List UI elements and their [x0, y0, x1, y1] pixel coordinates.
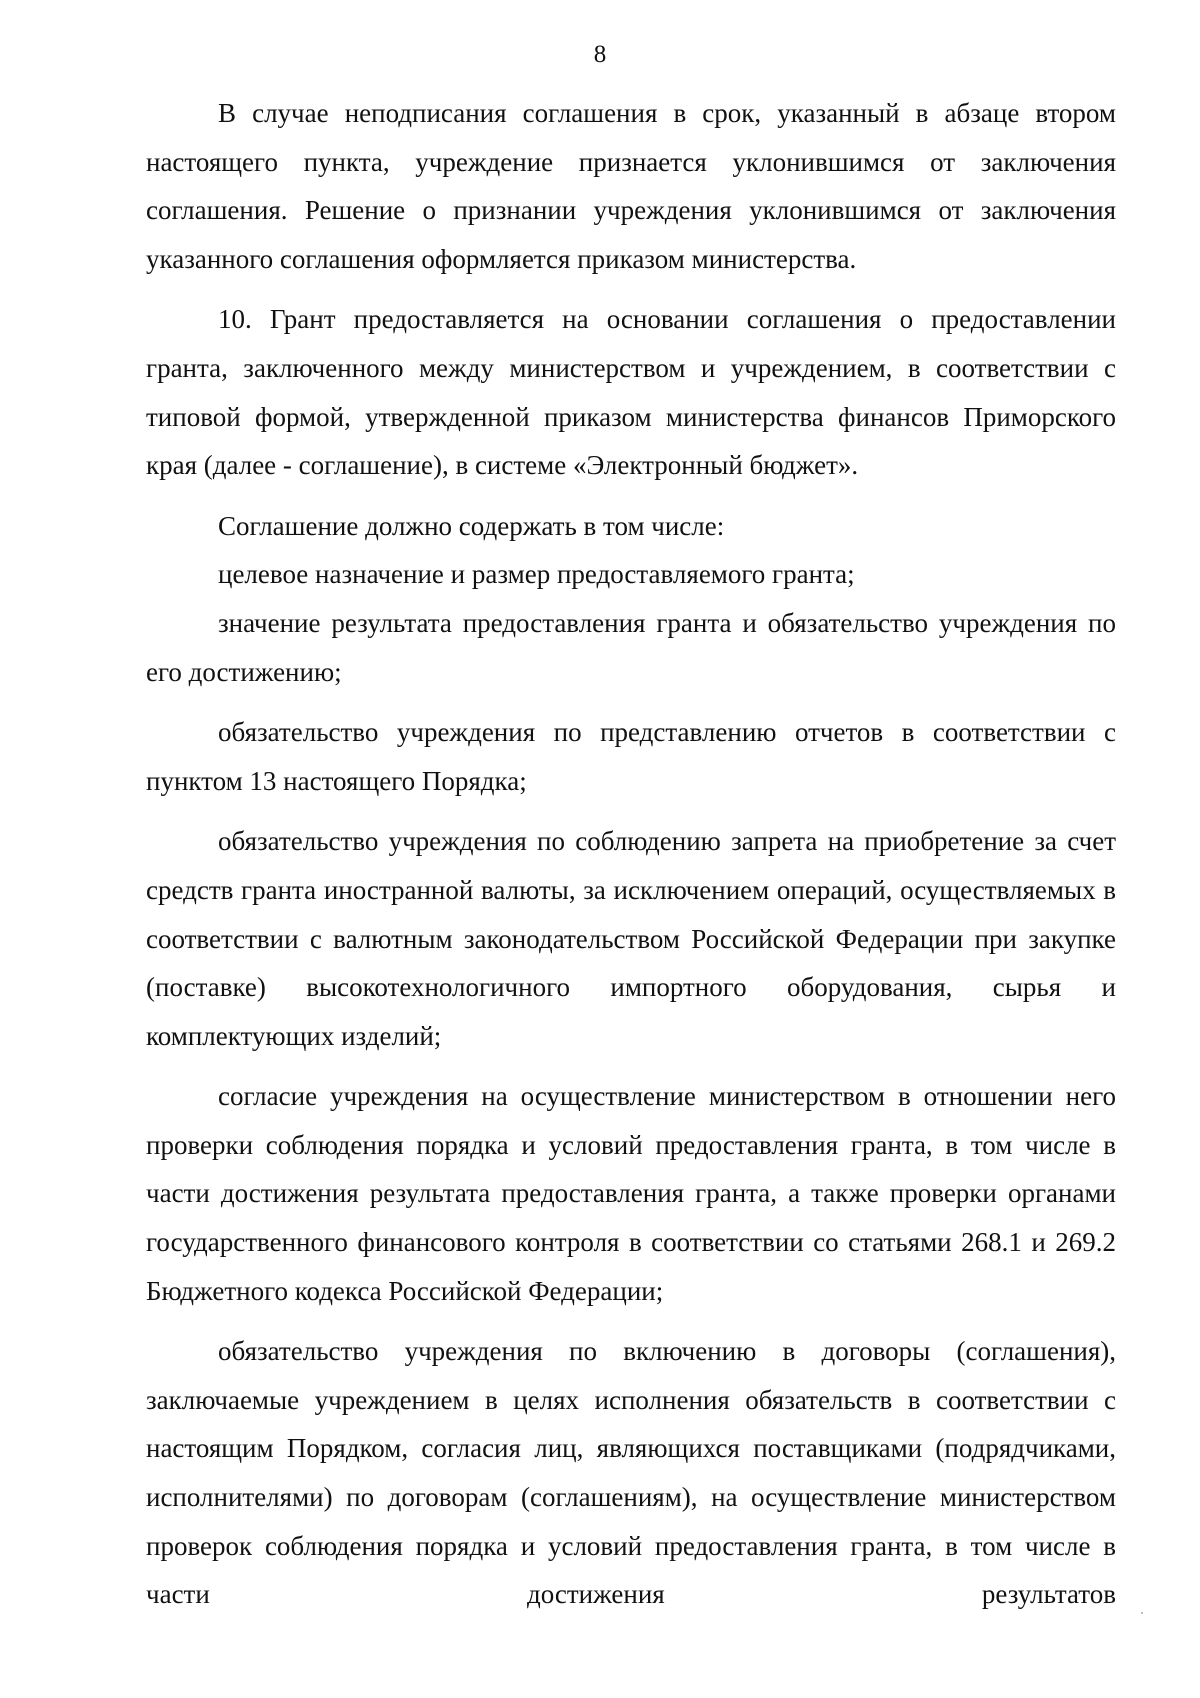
paragraph-agreement-contents: Соглашение должно содержать в том числе: [218, 510, 725, 541]
paragraph-reporting-obligation: обязательство учреждения по представлению отчетов в соответствии с пунктом 13 настоящего Порядка; [146, 717, 1116, 796]
paragraph-inspection-consent: согласие учреждения на осуществление министерством в отношении него проверки соблюдения порядка и условий предоставления гранта, в том числе в части достижения результата предоставления гранта, а также проверки органами государственного финансового контроля в соответствии со статьями 268.1 и 269.2 Бюджетного кодекса Российской Федерации; [146, 1081, 1116, 1306]
paragraph-contract-consent: обязательство учреждения по включению в договоры (соглашения), заключаемые учреждением в целях исполнения обязательств в соответствии с настоящим Порядком, согласия лиц, являющихся поставщиками (подрядчиками, исполнителями) по договорам (соглашениям), на осуществление министерством проверок соблюдения порядка и условий предоставления гранта, в том числе в части достижения результатов [146, 1336, 1116, 1610]
scan-speck [1141, 1612, 1143, 1614]
paragraph-10-grant-agreement: 10. Грант предоставляется на основании соглашения о предоставлении гранта, заключенного между министерством и учреждением, в соответствии с типовой формой, утвержденной приказом министерства финансов Приморского края (далее - соглашение), в системе «Электронный бюджет». [146, 304, 1116, 481]
paragraph-currency-ban: обязательство учреждения по соблюдению запрета на приобретение за счет средств гранта иностранной валюты, за исключением операций, осуществляемых в соответствии с валютным законодательством Российской Федерации при закупке (поставке) высокотехнологичного импортного оборудования, сырья и комплектующих изделий; [146, 826, 1116, 1051]
paragraph-grant-result: значение результата предоставления гранта и обязательство учреждения по его достижению; [146, 607, 1116, 687]
document-body [146, 89, 1116, 1619]
paragraph-unsigned-agreement: В случае неподписания соглашения в срок, указанный в абзаце втором настоящего пункта, учреждение признается уклонившимся от заключения соглашения. Решение о признании учреждения уклонившимся от заключения указанного соглашения оформляется приказом министерства. [146, 98, 1116, 274]
paragraph-grant-purpose: целевое назначение и размер предоставляемого гранта; [218, 559, 855, 590]
page-number: 8 [593, 41, 607, 68]
